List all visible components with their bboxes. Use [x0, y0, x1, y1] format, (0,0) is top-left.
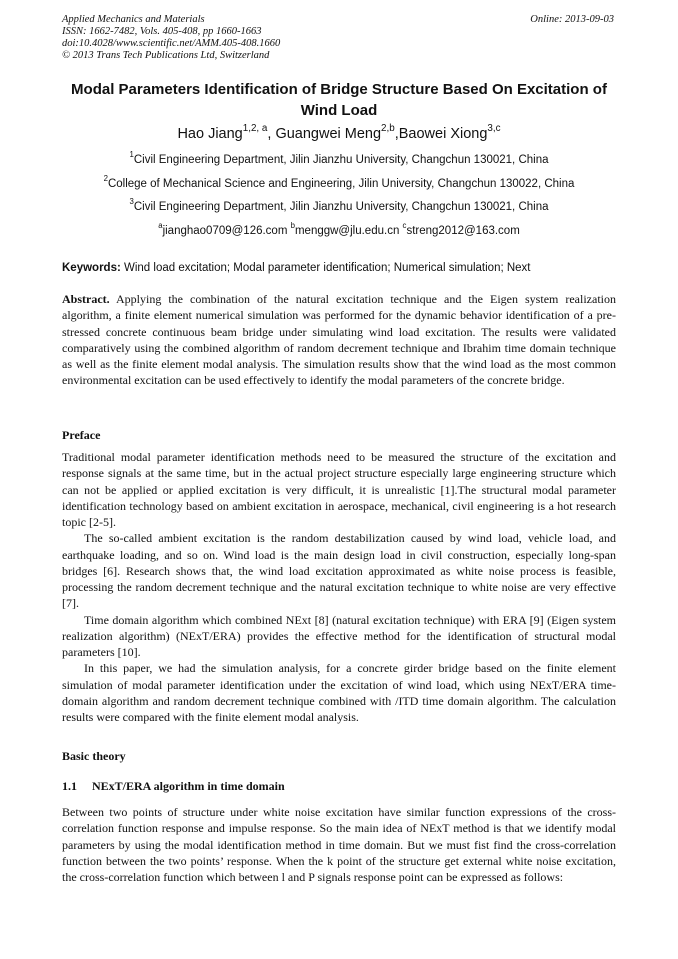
keywords — [62, 261, 618, 276]
basic-theory-heading: Basic theory — [62, 749, 126, 763]
paper-title: Modal Parameters Identification of Bridge Structure Based On Excitation of Wind Load — [71, 81, 607, 119]
abstract-text: Applying the combination of the natural excitation technique and the Eigen system realization algorithm, a finite element numerical simulation was performed for the dynamic behavior identification of a pre-stressed concrete continuous beam bridge under simulating wind load excitation. The results were validated comparatively using the combined algorithm of random decrement technique and Ibrahim time domain technique as well as the finite element modal analysis. The simulation results show that the wind load as the most common environmental excitation can be used effectively to identify the modal parameters of the concrete bridge. — [62, 292, 616, 388]
author-name: Hao Jiang — [177, 126, 243, 142]
keywords-label: Keywords: — [62, 262, 121, 274]
email-mark: c — [402, 221, 407, 231]
affiliation-2 — [60, 174, 618, 192]
author-separator: , — [394, 126, 399, 142]
keywords-text: Wind load excitation; Modal parameter identification; Numerical simulation; Next — [120, 262, 531, 274]
author-name: Baowei Xiong — [398, 126, 488, 142]
online-date: Online: 2013-09-03 — [530, 14, 614, 25]
section-title: NExT/ERA algorithm in time domain — [92, 779, 285, 793]
journal-header — [62, 14, 614, 62]
affiliation-3 — [60, 197, 618, 215]
paragraph: Traditional modal parameter identification methods need to be measured the structure of the excitation and response signals at the same time, but in the actual project structure especially large engineering structure which can not be applied or applied excitation is very difficult, it is unrealistic [1].The structural modal parameter identification technology based on ambient excitation in aerospace, mechanical, civil engineering is a hot research topic [2-5]. — [62, 450, 616, 529]
author-affiliation-mark: 2,b — [381, 123, 395, 135]
affiliation-mark: 1 — [129, 150, 134, 160]
author-affiliation-mark: 1,2, a — [242, 123, 268, 135]
email-mark: a — [158, 221, 163, 231]
section-1-1-heading — [62, 778, 285, 794]
paragraph: In this paper, we had the simulation analysis, for a concrete girder bridge based on the finite element simulation of modal parameter identification under the excitation of wind load, which using NExT/ERA time-domain algorithm and random decrement technique combined with /ITD time domain algorithm. The calculation results were compared with the finite element modal analysis. — [62, 661, 616, 724]
affiliation-text: College of Mechanical Science and Engineering, Jilin University, Changchun 130022, China — [107, 178, 575, 190]
affiliation-mark: 3 — [129, 197, 134, 207]
section-1-1-body — [62, 804, 616, 885]
paragraph: Between two points of structure under white noise excitation have similar function expressions of the cross-correlation function response and impulse response. So the main idea of NExT method is that we identify modal parameters by using the modal identification method in time domain. But we must fist find the cross-correlation function between the two points’ response. When the k point of the structure get external white noise excitation, the cross-correlation function which between l and P signals response point can be expressed as follows: — [62, 805, 616, 884]
preface-heading: Preface — [62, 428, 101, 442]
affiliation-1 — [60, 150, 618, 168]
journal-name: Applied Mechanics and Materials — [62, 14, 205, 25]
email-mark: b — [290, 221, 295, 231]
affiliation-text: Civil Engineering Department, Jilin Jianzhu University, Changchun 130021, China — [133, 201, 549, 213]
doi-line: doi:10.4028/www.scientific.net/AMM.405-408.1660 — [62, 38, 281, 49]
abstract — [62, 291, 616, 389]
email-address: menggw@jlu.edu.cn — [294, 225, 403, 237]
affiliation-text: Civil Engineering Department, Jilin Jianzhu University, Changchun 130021, China — [133, 154, 549, 166]
email-address: streng2012@163.com — [406, 225, 520, 237]
preface-body — [62, 449, 616, 725]
affiliation-mark: 2 — [103, 174, 108, 184]
issn-line: ISSN: 1662-7482, Vols. 405-408, pp 1660-1663 — [62, 26, 262, 37]
copyright-line: © 2013 Trans Tech Publications Ltd, Switzerland — [62, 50, 270, 61]
paragraph: The so-called ambient excitation is the random destabilization caused by wind load, vehicle load, and earthquake loading, and so on. Wind load is the main design load in civil construction, especially long-span bridges [6]. Research shows that, the wind load excitation approximated as white noise process is feasible, processing the random decrement technique and the natural excitation technique to white noise are very effective [7]. — [62, 531, 616, 611]
author-name: Guangwei Meng — [275, 126, 382, 142]
paragraph: Time domain algorithm which combined NExt [8] (natural excitation technique) with ERA [9] (Eigen system realization algorithm) (NExT/ERA) provides the effective method for the identification of structural modal parameters [10]. — [62, 612, 616, 659]
author-separator: , — [267, 126, 276, 142]
email-line — [60, 221, 618, 239]
abstract-label: Abstract. — [62, 292, 110, 306]
author-affiliation-mark: 3,c — [487, 123, 501, 135]
email-address: jianghao0709@126.com — [162, 225, 291, 237]
author-list — [60, 124, 618, 144]
section-number: 1.1 — [62, 779, 77, 793]
